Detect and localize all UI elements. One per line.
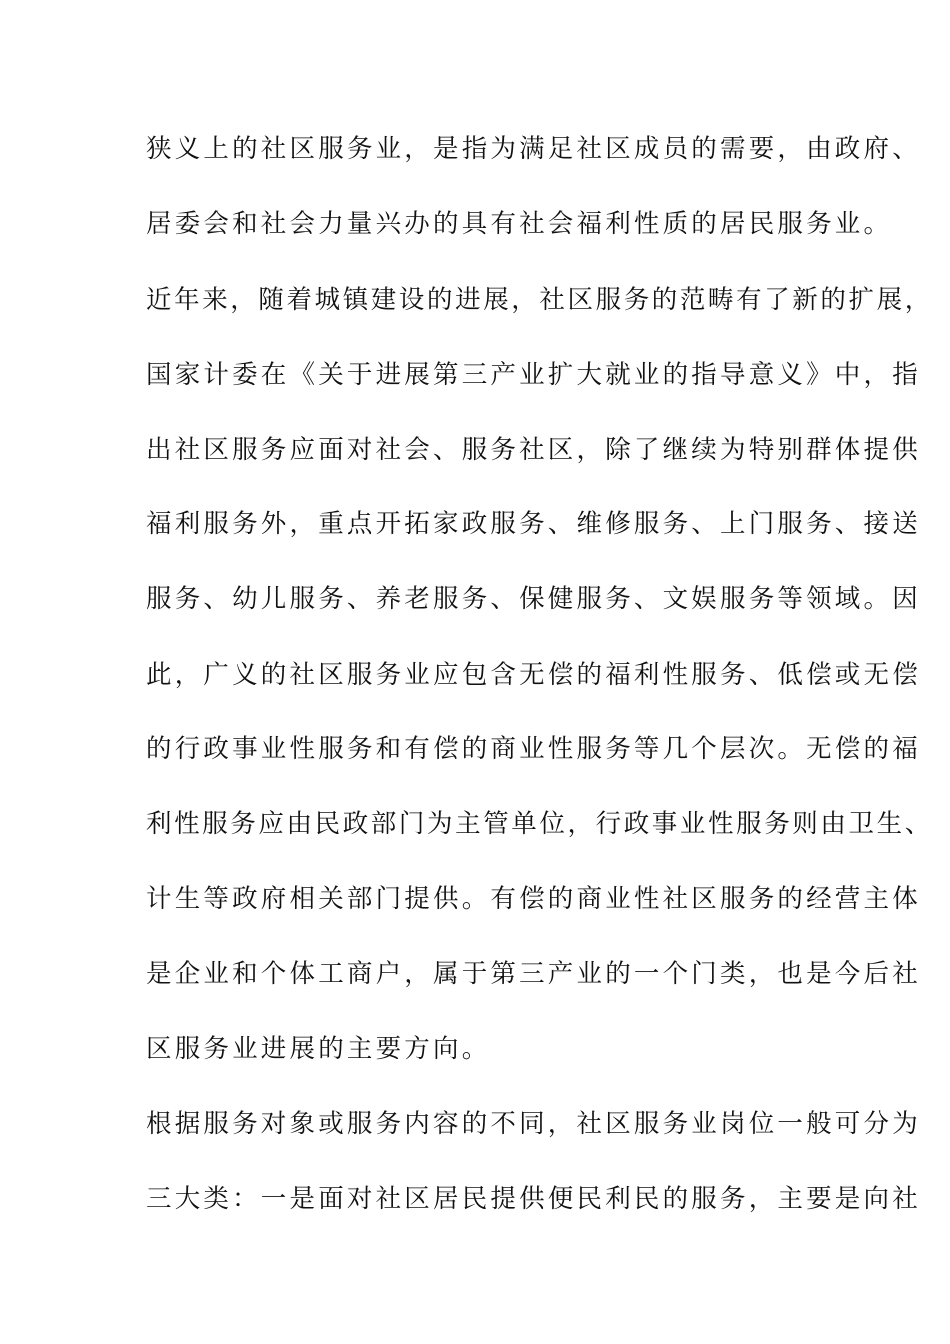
text-line-3: 近年来，随着城镇建设的进展，社区服务的范畴有了新的扩展， [146,285,933,315]
text-line-2: 居委会和社会力量兴办的具有社会福利性质的居民服务业。 [146,209,893,239]
text-line-13: 区服务业进展的主要方向。 [146,1034,491,1064]
text-line-12: 是企业和个体工商户，属于第三产业的一个门类，也是今后社 [146,959,921,989]
text-line-5: 出社区服务应面对社会、服务社区，除了继续为特别群体提供 [146,435,921,465]
text-line-10: 利性服务应由民政部门为主管单位，行政事业性服务则由卫生、 [146,809,933,839]
text-line-11: 计生等政府相关部门提供。有偿的商业性社区服务的经营主体 [146,884,921,914]
text-line-4: 国家计委在《关于进展第三产业扩大就业的指导意义》中，指 [146,360,921,390]
text-line-1: 狭义上的社区服务业，是指为满足社区成员的需要，由政府、 [146,134,921,164]
text-line-9: 的行政事业性服务和有偿的商业性服务等几个层次。无偿的福 [146,734,921,764]
text-line-6: 福利服务外，重点开拓家政服务、维修服务、上门服务、接送 [146,509,921,539]
text-line-7: 服务、幼儿服务、养老服务、保健服务、文娱服务等领域。因 [146,584,921,614]
text-line-14: 根据服务对象或服务内容的不同，社区服务业岗位一般可分为 [146,1109,921,1139]
text-line-15: 三大类：一是面对社区居民提供便民利民的服务，主要是向社 [146,1184,921,1214]
text-line-8: 此，广义的社区服务业应包含无偿的福利性服务、低偿或无偿 [146,660,921,690]
